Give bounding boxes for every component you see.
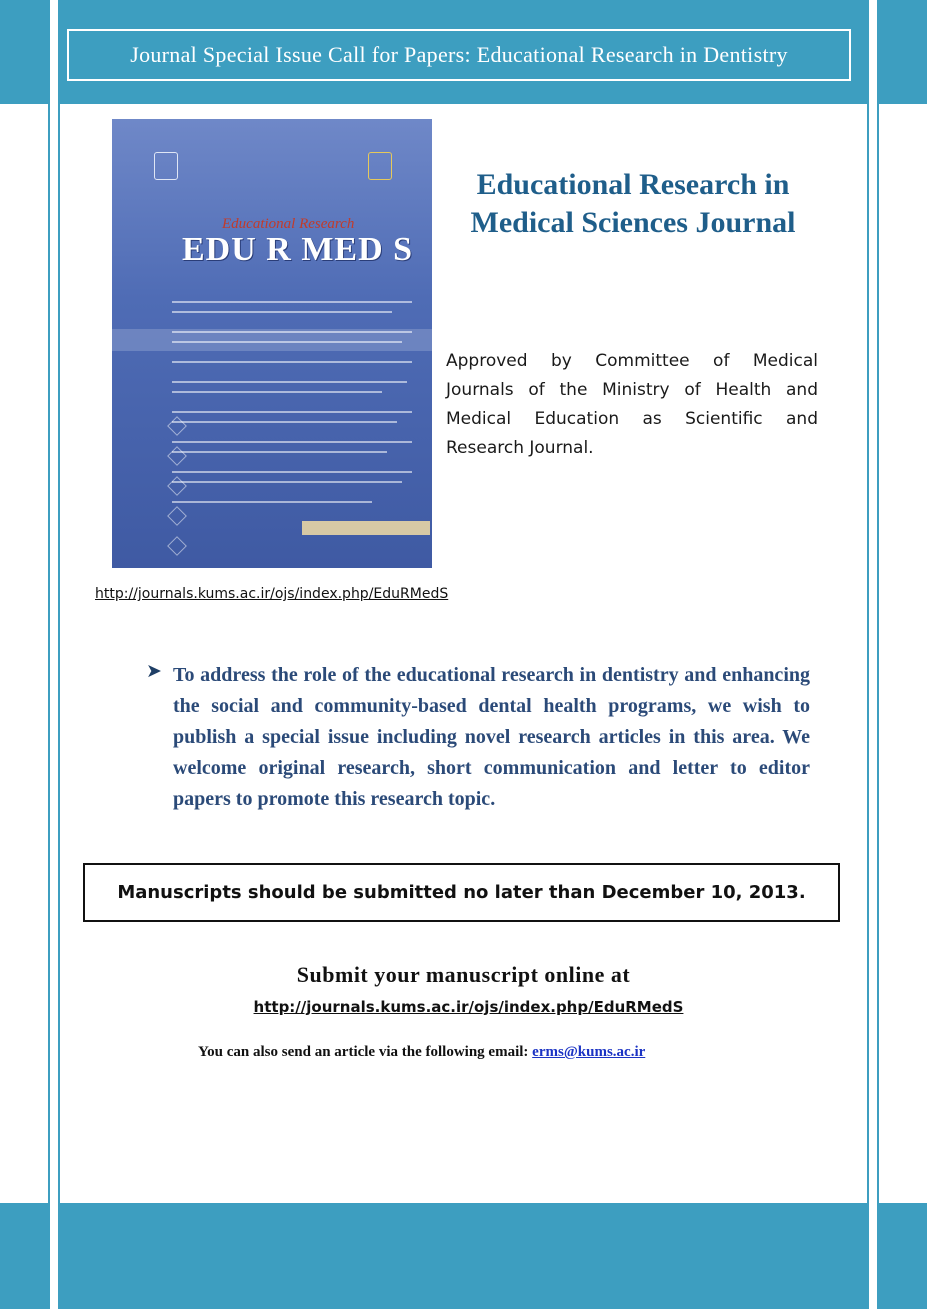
cover-text-line: [172, 441, 412, 443]
frame-bottom-center-band: [60, 1203, 867, 1309]
cover-text-line: [172, 411, 412, 413]
journal-cover-image: [112, 119, 432, 568]
email-line: [198, 1044, 645, 1061]
arrow-bullet-icon: ➤: [146, 660, 162, 682]
cover-brand-main: EDU R MED S: [182, 231, 414, 268]
journal-title-line2: Medical Sciences Journal: [470, 206, 796, 239]
cover-text-line: [172, 361, 412, 363]
submit-url-link[interactable]: http://journals.kums.ac.ir/ojs/index.php/EduRMedS: [253, 998, 684, 1016]
submit-heading: Submit your manuscript online at: [296, 962, 631, 987]
cover-text-line: [172, 421, 397, 423]
frame-bottom-left-band: [0, 1203, 48, 1309]
email-link[interactable]: erms@kums.ac.ir: [532, 1044, 646, 1060]
cover-volume-bar: [302, 521, 430, 535]
cover-brand-top: Educational Research: [222, 216, 355, 232]
cover-diamond-decoration: [167, 446, 187, 466]
deadline-box: [83, 863, 840, 922]
frame-right-inner-line: [867, 0, 869, 1309]
cover-text-line: [172, 391, 382, 393]
cover-text-line: [172, 481, 402, 483]
approval-statement: Approved by Committee of Medical Journals of the Ministry of Health and Medical Education as Scientific and Research Journal.: [446, 351, 818, 458]
frame-left-line: [48, 0, 50, 1309]
journal-url-link[interactable]: http://journals.kums.ac.ir/ojs/index.php/EduRMedS: [95, 586, 449, 602]
frame-right-line: [877, 0, 879, 1309]
cover-text-line: [172, 501, 372, 503]
email-prefix: You can also send an article via the following email:: [198, 1044, 529, 1060]
association-logo-icon: [368, 152, 392, 180]
deadline-text: Manuscripts should be submitted no later than December 10, 2013.: [117, 882, 806, 903]
page-title: Journal Special Issue Call for Papers: Educational Research in Dentistry: [130, 42, 788, 67]
university-logo-icon: [154, 152, 178, 180]
call-description-text: To address the role of the educational research in dentistry and enhancing the social and community-based dental health programs, we wish to publish a special issue including novel research articles in this area. We welcome original research, short communication and letter to editor papers to promote this research topic.: [173, 664, 810, 810]
cover-text-line: [172, 341, 402, 343]
cover-text-line: [172, 471, 412, 473]
cover-text-line: [172, 311, 392, 313]
call-description: [146, 660, 810, 815]
cover-diamond-decoration: [167, 506, 187, 526]
header-title-box: [67, 29, 851, 81]
submit-link-row: [0, 998, 927, 1017]
cover-text-line: [172, 301, 412, 303]
journal-title-line1: Educational Research in: [476, 168, 790, 201]
frame-bottom-right-band: [879, 1203, 927, 1309]
frame-left-inner-line: [58, 0, 60, 1309]
frame-top-right-band: [879, 0, 927, 104]
journal-title: [447, 166, 819, 242]
cover-text-line: [172, 381, 407, 383]
frame-top-left-band: [0, 0, 48, 104]
cover-text-line: [172, 331, 412, 333]
cover-diamond-decoration: [167, 416, 187, 436]
cover-diamond-decoration: [167, 476, 187, 496]
cover-text-line: [172, 451, 387, 453]
cover-diamond-decoration: [167, 536, 187, 556]
